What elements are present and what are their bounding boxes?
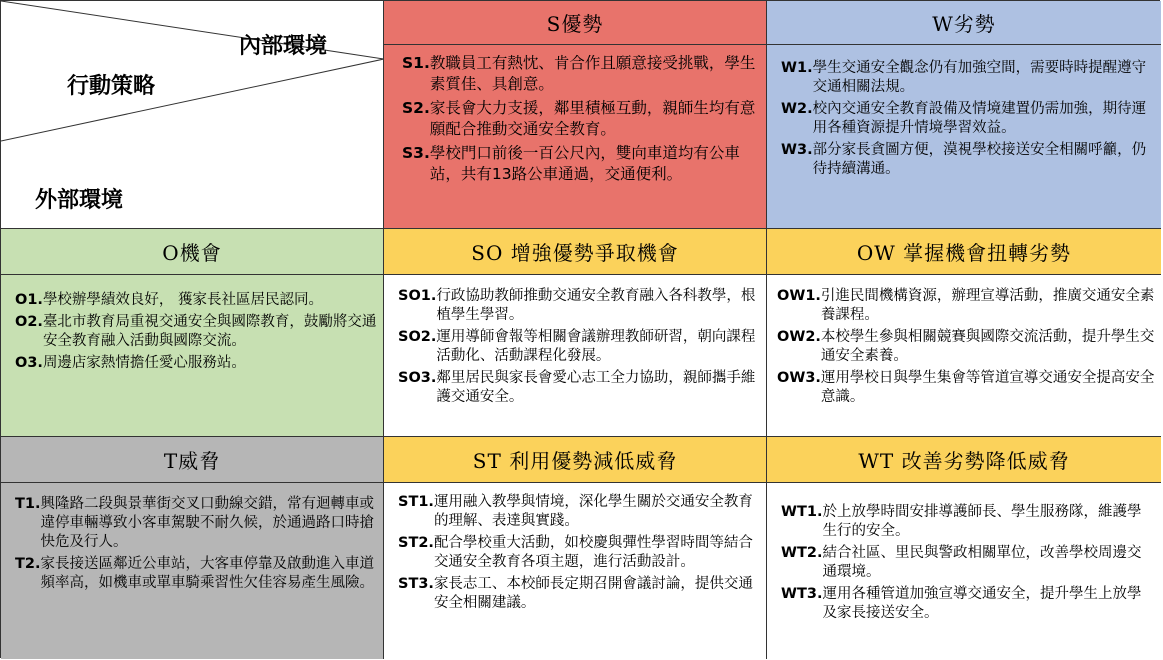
opportunities-header: O機會 xyxy=(1,229,384,275)
item-code: T1. xyxy=(15,496,41,512)
threats-header: T威脅 xyxy=(1,437,384,483)
item-code: W2. xyxy=(781,101,813,117)
list-item xyxy=(15,495,377,552)
list-item xyxy=(398,493,760,531)
item-text: 校內交通安全教育設備及情境建置仍需加強，期待運用各種資源提升情境學習效益。 xyxy=(812,101,1147,136)
item-code: OW1. xyxy=(777,288,821,304)
weaknesses-header: W劣勢 xyxy=(767,1,1161,45)
ow-list xyxy=(777,287,1155,407)
list-item xyxy=(781,585,1155,623)
item-text: 運用學校日與學生集會等管道宣導交通安全提高安全意識。 xyxy=(820,370,1155,405)
item-text: 學校門口前後一百公尺內，雙向車道均有公車站，共有13路公車通過，交通便利。 xyxy=(429,144,740,183)
threats-list xyxy=(15,495,377,593)
wt-header: WT 改善劣勢降低威脅 xyxy=(767,437,1161,483)
strengths-header: S優勢 xyxy=(384,1,767,45)
list-item xyxy=(777,369,1155,407)
st-header: ST 利用優勢減低威脅 xyxy=(384,437,767,483)
item-code: O1. xyxy=(15,292,43,308)
item-code: W1. xyxy=(781,60,813,76)
item-text: 本校學生參與相關競賽與國際交流活動，提升學生交通安全素養。 xyxy=(820,329,1155,364)
internal-environment-label: 內部環境 xyxy=(239,34,328,59)
ow-header: OW 掌握機會扭轉劣勢 xyxy=(767,229,1161,275)
item-code: SO1. xyxy=(398,288,437,304)
item-code: WT2. xyxy=(781,545,823,561)
list-item xyxy=(398,575,760,613)
item-text: 家長會大力支援，鄰里積極互動，親師生均有意願配合推動交通安全教育。 xyxy=(429,99,756,138)
corner-cell xyxy=(1,1,384,229)
list-item xyxy=(402,143,760,185)
list-item xyxy=(398,534,760,572)
st-cell xyxy=(384,483,767,659)
list-item xyxy=(781,59,1155,97)
item-text: 運用融入教學與情境，深化學生關於交通安全教育的理解、表達與實踐。 xyxy=(433,494,753,529)
item-code: S3. xyxy=(402,144,430,162)
wt-cell xyxy=(767,483,1161,659)
wt-list xyxy=(781,503,1155,623)
list-item xyxy=(398,369,760,407)
list-item xyxy=(402,98,760,140)
st-list xyxy=(398,493,760,613)
item-text: 引進民間機構資源，辦理宣導活動，推廣交通安全素養課程。 xyxy=(820,288,1155,323)
weaknesses-cell xyxy=(767,45,1161,229)
item-code: WT1. xyxy=(781,504,823,520)
opportunities-cell xyxy=(1,275,384,437)
list-item xyxy=(398,328,760,366)
list-item xyxy=(15,291,377,310)
item-code: ST1. xyxy=(398,494,434,510)
so-header: SO 增強優勢爭取機會 xyxy=(384,229,767,275)
list-item xyxy=(781,141,1155,179)
list-item xyxy=(777,287,1155,325)
item-text: 周邊店家熱情擔任愛心服務站。 xyxy=(42,355,246,371)
item-text: 運用各種管道加強宣導交通安全，提升學生上放學及家長接送安全。 xyxy=(822,586,1142,621)
item-code: S1. xyxy=(402,54,430,72)
item-text: 運用導師會報等相關會議辦理教師研習，朝向課程活動化、活動課程化發展。 xyxy=(436,329,756,364)
list-item xyxy=(777,328,1155,366)
strengths-list xyxy=(402,53,760,185)
item-text: 教職員工有熱忱、肯合作且願意接受挑戰，學生素質佳、具創意。 xyxy=(429,54,756,93)
item-code: OW2. xyxy=(777,329,821,345)
item-code: WT3. xyxy=(781,586,823,602)
item-code: S2. xyxy=(402,99,430,117)
threats-cell xyxy=(1,483,384,659)
weaknesses-list xyxy=(781,59,1155,179)
item-code: T2. xyxy=(15,556,41,572)
item-code: OW3. xyxy=(777,370,821,386)
list-item xyxy=(781,100,1155,138)
item-code: W3. xyxy=(781,142,813,158)
item-code: ST2. xyxy=(398,535,434,551)
list-item xyxy=(15,313,377,351)
list-item xyxy=(398,287,760,325)
list-item xyxy=(15,555,377,593)
item-text: 學生交通安全觀念仍有加強空間，需要時時提醒遵守交通相關法規。 xyxy=(812,60,1147,95)
so-cell xyxy=(384,275,767,437)
list-item xyxy=(781,503,1155,541)
external-environment-label: 外部環境 xyxy=(35,188,124,213)
item-text: 結合社區、里民與警政相關單位，改善學校周邊交通環境。 xyxy=(822,545,1142,580)
item-code: SO3. xyxy=(398,370,437,386)
strengths-cell xyxy=(384,45,767,229)
item-code: ST3. xyxy=(398,576,434,592)
item-text: 學校辦學績效良好， 獲家長社區居民認同。 xyxy=(42,292,324,308)
so-list xyxy=(398,287,760,407)
item-text: 家長接送區鄰近公車站，大客車停靠及啟動進入車道頻率高，如機車或單車騎乘習性欠佳容易產生風險。 xyxy=(40,556,374,591)
list-item xyxy=(15,354,377,373)
action-strategy-label: 行動策略 xyxy=(67,74,156,99)
item-text: 家長志工、本校師長定期召開會議討論，提供交通安全相關建議。 xyxy=(433,576,753,611)
ow-cell xyxy=(767,275,1161,437)
item-text: 於上放學時間安排導護師長、學生服務隊，維護學生行的安全。 xyxy=(822,504,1142,539)
list-item xyxy=(781,544,1155,582)
item-code: O3. xyxy=(15,355,43,371)
item-code: SO2. xyxy=(398,329,437,345)
item-text: 配合學校重大活動，如校慶與彈性學習時間等結合交通安全教育各項主題，進行活動設計。 xyxy=(433,535,753,570)
opportunities-list xyxy=(15,291,377,373)
item-text: 鄰里居民與家長會愛心志工全力協助，親師攜手維護交通安全。 xyxy=(436,370,756,405)
item-text: 臺北市教育局重視交通安全與國際教育，鼓勵將交通安全教育融入活動與國際交流。 xyxy=(42,314,377,349)
item-text: 興隆路二段與景華街交叉口動線交錯，常有迴轉車或違停車輛導致小客車駕駛不耐久候，於通過路口時搶快危及行人。 xyxy=(40,496,374,550)
list-item xyxy=(402,53,760,95)
item-text: 行政協助教師推動交通安全教育融入各科教學，根植學生學習。 xyxy=(436,288,756,323)
item-text: 部分家長貪圖方便，漠視學校接送安全相關呼籲，仍待持續溝通。 xyxy=(812,142,1147,177)
item-code: O2. xyxy=(15,314,43,330)
